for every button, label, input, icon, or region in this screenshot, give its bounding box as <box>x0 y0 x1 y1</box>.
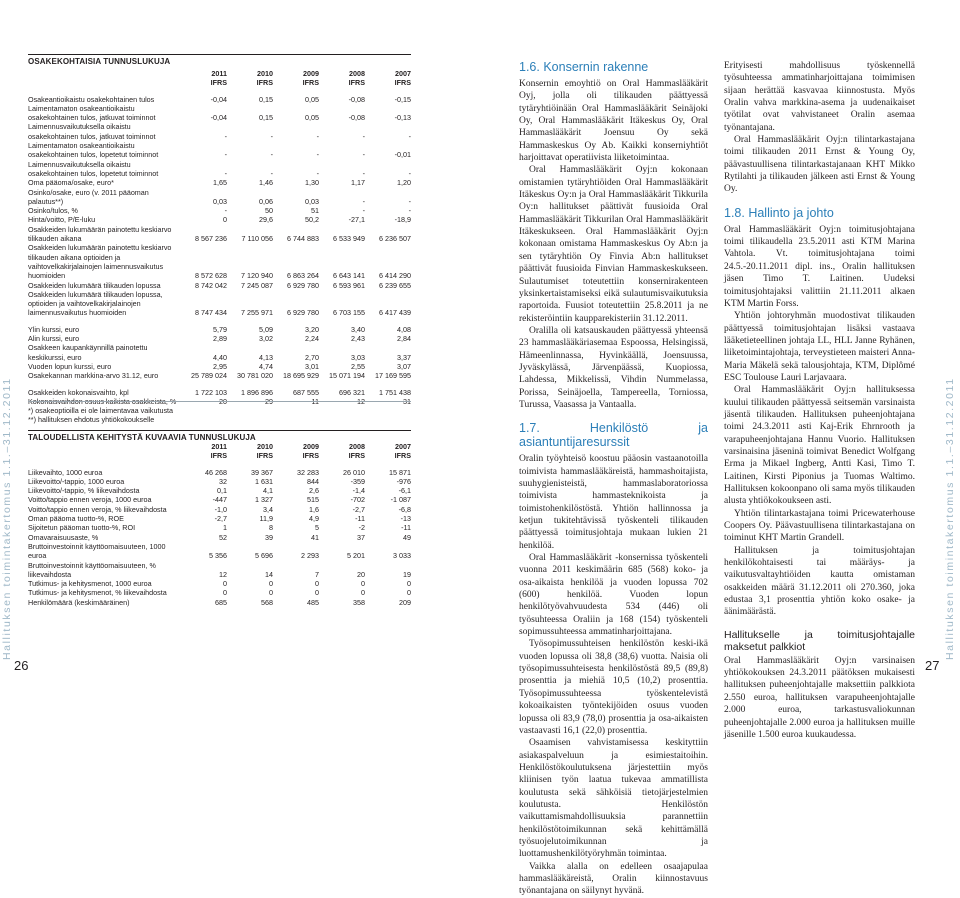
table-row <box>28 388 411 397</box>
subsection-heading: Hallitukselle ja toimitusjohtajalle maksetut palkkiot <box>724 628 915 653</box>
row-label: Oma pääoma/osake, euro* <box>28 178 114 188</box>
cell-value: 0,05 <box>305 113 319 123</box>
cell-value: 11,9 <box>259 514 273 524</box>
section-heading: 1.6. Konsernin rakenne <box>519 60 649 74</box>
cell-value: 0 <box>361 588 365 598</box>
row-label: Hinta/voitto, P/E-luku <box>28 215 96 225</box>
cell-value: -702 <box>350 495 365 505</box>
cell-value: - <box>270 131 273 141</box>
standard-header: IFRS <box>348 78 365 88</box>
cell-value: 52 <box>219 532 227 542</box>
cell-value: 14 <box>265 569 273 579</box>
table-row <box>28 362 411 371</box>
table1-title: OSAKEKOHTAISIA TUNNUSLUKUJA <box>28 57 171 66</box>
cell-value: 39 <box>265 532 273 542</box>
cell-value: - <box>316 168 319 178</box>
standard-header: IFRS <box>302 451 319 461</box>
cell-value: -0,04 <box>210 113 227 123</box>
cell-value: 15 871 <box>389 467 411 477</box>
row-label: Laimentamaton osakeantioikaistu osakekohtainen tulos, jatkuvat toiminnot <box>28 103 156 123</box>
cell-value: -1,0 <box>214 504 227 514</box>
table-row <box>28 588 411 597</box>
year-header: 2011 <box>211 69 227 78</box>
cell-value: 209 <box>399 597 411 607</box>
year-header: 2008 <box>349 442 365 451</box>
cell-value: 6 744 883 <box>287 234 319 244</box>
table-row <box>28 477 411 486</box>
cell-value: 1 722 103 <box>195 387 227 397</box>
cell-value: 2,95 <box>213 361 227 371</box>
cell-value: -0,04 <box>210 94 227 104</box>
row-label: Liikevaihto, 1000 euroa <box>28 467 103 477</box>
row-label: Osinko/osake, euro (v. 2011 pääoman palautus**) <box>28 187 149 206</box>
cell-value: 0,1 <box>217 486 227 496</box>
table-row <box>28 225 411 244</box>
cell-value: 3,20 <box>305 324 319 334</box>
cell-value: - <box>316 131 319 141</box>
standard-header: IFRS <box>256 78 273 88</box>
table-row <box>28 206 411 215</box>
cell-value: -976 <box>396 476 411 486</box>
cell-value: 0,06 <box>259 196 273 206</box>
cell-value: 1,20 <box>397 178 411 188</box>
table-row <box>28 495 411 504</box>
cell-value: 1 327 <box>255 495 273 505</box>
year-header: 2009 <box>303 442 319 451</box>
cell-value: 0 <box>223 579 227 589</box>
year-header: 2007 <box>395 69 411 78</box>
paragraph: Oralin työyhteisö koostuu pääosin vastaanotoilla toimivista hammaslääkäreistä, hammashoitajista, suuhygienisteistä, hammaslaboratoriossa toimivista hammasteknikoista ja toimistohenkilöstöstä. Yhtiön hallinnossa ja ketjun tukitehtävissä työskenteli tilikauden päättyessä toimitusjohtaja mukaan lukien 21 henkilöä. <box>519 454 708 551</box>
paragraph: Yhtiön johtoryhmän muodostivat tilikauden päättyessä toimitusjohtajan lisäksi vastaava lääketieteellinen johtaja LL, HLL Janne Ryhänen, liiketoimintajohtaja, terveystieteen maisteri Anna-Maria Mäkelä sekä talousjohtaja, KTM, Diplômé ESC Toulouse Lauri Larjavaara. <box>724 311 915 383</box>
cell-value: 0 <box>223 588 227 598</box>
row-label: Alin kurssi, euro <box>28 334 80 344</box>
paragraph: Oral Hammaslääkärit -konsernissa työskenteli vuonna 2011 keskimäärin 685 (568) koko- ja osa-aikaista henkilöä ja vuoden lopussa 702 (600) henkilöä. Vuoden lopun henkilötyövahvuudesta 534 (446) oli työsuhteessa Oraliin ja 168 (154) työskenteli sopimussuhteessa ammatinharjoittajana. <box>519 553 708 638</box>
paragraph: Työsopimussuhteisen henkilöstön keski-ikä vuoden lopussa oli 38,8 (38,6) vuotta. Naisia oli työsopimussuhteisesta henkilöstöstä 89,5 (89,8) prosenttia ja miehiä 10,5 (10,2) prosenttia. Työsopimussuhteessa työskentelevistä kokoaikaisten työntekijöiden osuus vuoden lopussa oli 83,9 (78,0) prosenttia ja osa-aikaisten vastaavasti 16,1 (22,0) prosenttia. <box>519 639 708 736</box>
row-label: Omavaraisuusaste, % <box>28 532 99 542</box>
cell-value: 4,08 <box>397 324 411 334</box>
table-row <box>28 178 411 187</box>
cell-value: 3,07 <box>397 361 411 371</box>
cell-value: 6 414 290 <box>379 271 411 281</box>
table-row <box>28 122 411 141</box>
cell-value: 8 567 236 <box>195 234 227 244</box>
row-label: Oman pääoma tuotto-%, ROE <box>28 514 124 524</box>
cell-value: 3,01 <box>305 361 319 371</box>
row-label: Osakeantioikaistu osakekohtainen tulos <box>28 94 155 104</box>
footnote: *) osakeoptioilla ei ole laimentavaa vaikutusta <box>28 406 174 416</box>
year-header: 2011 <box>211 442 227 451</box>
cell-value: 2,70 <box>305 352 319 362</box>
table-row <box>28 343 411 362</box>
table-row <box>28 561 411 580</box>
paragraph: Oral Hammaslääkärit Oyj:n toimitusjohtajana toimi tilikaudella 23.5.2011 asti KTM Marina Vahtola. Vt. toimitusjohtajana toimi 24.5.-20.11.2011 dipl. ins., Oralin hallituksen jäsen Timo T. Laitinen. Uudeksi toimitusjohtajaksi valittiin 21.11.2011 alkaen KTM Martin Forss. <box>724 224 915 309</box>
cell-value: -18,9 <box>394 215 411 225</box>
cell-value: 1,6 <box>309 504 319 514</box>
cell-value: 0,15 <box>259 113 273 123</box>
standard-header: IFRS <box>210 78 227 88</box>
cell-value: -13 <box>400 514 411 524</box>
cell-value: - <box>224 150 227 160</box>
cell-value: - <box>408 131 411 141</box>
row-label: Tutkimus- ja kehitysmenot, % liikevaihdosta <box>28 588 167 598</box>
cell-value: 0 <box>407 588 411 598</box>
cell-value: 1,46 <box>259 178 273 188</box>
cell-value: 3 033 <box>393 551 411 561</box>
cell-value: 515 <box>307 495 319 505</box>
footnote: **) hallituksen ehdotus yhtiökokoukselle <box>28 415 155 425</box>
year-header: 2009 <box>303 69 319 78</box>
year-header: 2007 <box>395 442 411 451</box>
cell-value: 51 <box>311 206 319 216</box>
cell-value: 49 <box>403 532 411 542</box>
cell-value: 568 <box>261 597 273 607</box>
cell-value: 0 <box>315 579 319 589</box>
paragraph: Erityisesti mahdollisuus työskennellä työsuhteessa ammatinharjoittajana toimimisen sijaan herättää kasvavaa kiinnostusta. Myös Oralin vahva markkina-asema ja uudenaikaiset työtilat ovat vahvistaneet Oralin asemaa työnantajana. <box>724 61 915 133</box>
row-label: Vuoden lopun kurssi, euro <box>28 361 112 371</box>
cell-value: -1,4 <box>352 486 365 496</box>
cell-value: 1,30 <box>305 178 319 188</box>
table-row <box>28 290 411 318</box>
cell-value: 50 <box>265 206 273 216</box>
cell-value: - <box>224 206 227 216</box>
paragraph: Oral Hammaslääkärit Oyj:n hallituksessa kuului tilikauden päättyessä seitsemän varsinaista jäsentä tilikauden. Hallituksen puheenjohtajana toimi 24.3.2011 asti Kaj-Erik Ehrnrooth ja varapuheenjohtajana Hannu Vuorio. Hallituksen varsinaisina jäseninä toimivat Benedict Wolfgang Erma ja Mikael Ingberg, Antti Kasi, Timo T. Laitinen, Kirsti Piponius ja Tuomas Waltimo. Hallituksen kokoonpano oli sama myös tilikauden alusta yhtiökokoukseen asti. <box>724 385 915 507</box>
cell-value: 6 863 264 <box>287 271 319 281</box>
row-label: Osinko/tulos, % <box>28 206 78 216</box>
cell-value: -1 087 <box>390 495 411 505</box>
cell-value: 6 929 780 <box>287 308 319 318</box>
table-row <box>28 598 411 607</box>
cell-value: - <box>362 168 365 178</box>
cell-value: 1,65 <box>213 178 227 188</box>
cell-value: - <box>408 196 411 206</box>
cell-value: 1,17 <box>351 178 365 188</box>
cell-value: -0,13 <box>394 113 411 123</box>
cell-value: 5 696 <box>255 551 273 561</box>
cell-value: - <box>224 168 227 178</box>
cell-value: 3,40 <box>351 324 365 334</box>
table2-title: TALOUDELLISTA KEHITYSTÄ KUVAAVIA TUNNUSLUKUJA <box>28 433 256 442</box>
table-row <box>28 325 411 334</box>
cell-value: 7 110 056 <box>241 234 273 244</box>
cell-value: 18 695 929 <box>283 371 319 381</box>
row-label: Henkilömäärä (keskimääräinen) <box>28 597 130 607</box>
cell-value: 844 <box>307 476 319 486</box>
table-row <box>28 505 411 514</box>
cell-value: 19 <box>403 569 411 579</box>
paragraph: Vaikka alalla on edelleen osaajapulaa hammaslääkäreistä, Oralin kiinnostavuus työnantajana on säilynyt hyvänä. <box>519 861 708 897</box>
cell-value: 2,89 <box>213 334 227 344</box>
text-column-1 <box>519 60 708 897</box>
cell-value: -2,7 <box>214 514 227 524</box>
cell-value: 0,05 <box>305 94 319 104</box>
table-row <box>28 104 411 123</box>
table2-top-rule <box>28 430 411 431</box>
standard-header: IFRS <box>394 78 411 88</box>
cell-value: 358 <box>353 597 365 607</box>
footnote-row <box>28 406 411 415</box>
cell-value: 4,9 <box>309 514 319 524</box>
table-row <box>28 468 411 477</box>
standard-header: IFRS <box>210 451 227 461</box>
cell-value: 6 703 155 <box>333 308 365 318</box>
year-header: 2008 <box>349 69 365 78</box>
cell-value: 2,55 <box>351 361 365 371</box>
row-label: Tutkimus- ja kehitysmenot, 1000 euroa <box>28 579 152 589</box>
cell-value: 6 593 961 <box>333 280 365 290</box>
cell-value: 2,6 <box>309 486 319 496</box>
cell-value: 7 <box>315 569 319 579</box>
cell-value: 3,03 <box>351 352 365 362</box>
table-row <box>28 160 411 179</box>
cell-value: 37 <box>357 532 365 542</box>
cell-value: 50,2 <box>305 215 319 225</box>
table-row <box>28 514 411 523</box>
standard-header: IFRS <box>394 451 411 461</box>
cell-value: 32 283 <box>297 467 319 477</box>
cell-value: - <box>408 168 411 178</box>
table-row <box>28 533 411 542</box>
paragraph: Oral Hammaslääkärit Oyj:n tilintarkastajana toimi tilikauden 2011 Ernst & Young Oy, päävastuullisena tilintarkastajanaan KHT Mikko Rytilahti ja tilikauden jälkeen asti Ernst & Young Oy. <box>724 135 915 195</box>
cell-value: - <box>270 150 273 160</box>
cell-value: -27,1 <box>348 215 365 225</box>
year-header: 2010 <box>257 69 273 78</box>
row-label: Osakkeiden lukumäärä tilikauden lopussa <box>28 280 161 290</box>
table-row <box>28 188 411 207</box>
cell-value: - <box>362 206 365 216</box>
row-label: Voitto/tappio ennen veroja, 1000 euroa <box>28 495 152 505</box>
row-label: Osakkeiden lukumäärän painotettu keskiarvo tilikauden aikana optioiden ja vaihtovelkakirjalainojen laimennusvaikutus huomioiden <box>28 243 172 281</box>
cell-value: 6 417 439 <box>379 308 411 318</box>
table-row <box>28 371 411 380</box>
cell-value: 6 239 655 <box>379 280 411 290</box>
cell-value: 30 781 020 <box>237 371 273 381</box>
table-row <box>28 579 411 588</box>
cell-value: 5 356 <box>209 551 227 561</box>
cell-value: 687 555 <box>293 387 319 397</box>
cell-value: 6 533 949 <box>333 234 365 244</box>
row-label: Laimennusvaikutuksella oikaistu osakekohtainen tulos, jatkuvat toiminnot <box>28 122 156 141</box>
table1-bottom-rule <box>28 401 411 402</box>
cell-value: 2 293 <box>301 551 319 561</box>
cell-value: 7 120 940 <box>241 271 273 281</box>
table-row <box>28 334 411 343</box>
cell-value: 5,09 <box>259 324 273 334</box>
row-label: Osakkeiden lukumäärä tilikauden lopussa, optioiden ja vaihtovelkakirjalainojen laimennusvaikutus huomioiden <box>28 289 163 318</box>
cell-value: 1 751 438 <box>379 387 411 397</box>
table-row <box>28 95 411 104</box>
page-number-right: 27 <box>925 658 940 673</box>
per-share-table <box>28 69 411 425</box>
cell-value: 5 <box>315 523 319 533</box>
cell-value: 485 <box>307 597 319 607</box>
cell-value: 1 896 896 <box>241 387 273 397</box>
paragraph: Osaamisen vahvistamisessa keskityttiin asiakaspalveluun ja esimiestaitoihin. Henkilöstökoulutuksena järjestettiin myös kliinisen työn laatua tukevaa ammatillista koulutusta sekä sähköisiä tietojärjestelmien koulutusta. Henkilöstön vaikuttamismahdollisuuksia parannettiin henkilöstötoimikunnan sekä kehittämällä työsuojelutoimikunnan ja luottamushenkilötyöryhmän toimintaa. <box>519 738 708 860</box>
table-row <box>28 542 411 561</box>
cell-value: 39 367 <box>251 467 273 477</box>
cell-value: 6 929 780 <box>287 280 319 290</box>
cell-value: -11 <box>401 523 411 533</box>
paragraph: Yhtiön tilintarkastajana toimi Pricewaterhouse Coopers Oy. Päävastuullisena tilintarkastajana on toiminut KHT Martin Grandell. <box>724 508 915 544</box>
cell-value: 1 631 <box>255 476 273 486</box>
cell-value: 15 071 194 <box>329 371 365 381</box>
cell-value: -447 <box>212 495 227 505</box>
side-label-right: Hallituksen toimintakertomus 1.1.–31.12.2011 <box>944 377 956 660</box>
cell-value: 3,02 <box>259 334 273 344</box>
cell-value: 4,13 <box>259 352 273 362</box>
row-label: Laimentamaton osakeantioikaistu osakekohtainen tulos, lopetetut toiminnot <box>28 141 159 160</box>
year-header: 2010 <box>257 442 273 451</box>
table-row <box>28 486 411 495</box>
cell-value: 2,43 <box>351 334 365 344</box>
cell-value: 0 <box>361 579 365 589</box>
cell-value: 8 747 434 <box>195 308 227 318</box>
cell-value: -0,08 <box>348 113 365 123</box>
cell-value: 685 <box>215 597 227 607</box>
cell-value: 0 <box>269 579 273 589</box>
cell-value: 0 <box>223 215 227 225</box>
cell-value: 12 <box>219 569 227 579</box>
cell-value: -11 <box>355 514 365 524</box>
paragraph: Oral Hammaslääkärit Oyj:n varsinaisen yhtiökokouksen 24.3.2011 päätöksen mukaisesti hallituksen puheenjohtajalle maksettiin palkkiota 2.550 euroa, hallituksen varapuheenjohtajalle 2.000 euroa, tarkastusvaliokunnan puheenjohtajalle 2.000 euroa ja hallituksen muille jäsenille 1.500 euroa kuukaudessa. <box>724 655 915 740</box>
paragraph: Oralilla oli katsauskauden päättyessä yhteensä 23 hammaslääkäriasemaa Espoossa, Helsingissä, Hämeenlinnassa, Hyvinkäällä, Joensuussa, Jyväskylässä, Järvenpäässä, Kuopiossa, Lahdessa, Mikkelissä, Vihdin Nummelassa, Porissa, Seinäjoella, Tampereella, Torniossa, Turussa, Vaasassa ja Vantaalla. <box>519 325 708 410</box>
cell-value: 26 010 <box>343 467 365 477</box>
cell-value: 696 321 <box>339 387 365 397</box>
text-column-2 <box>724 60 915 740</box>
cell-value: 8 572 628 <box>195 271 227 281</box>
cell-value: 41 <box>311 532 319 542</box>
table-row <box>28 281 411 290</box>
cell-value: 5 201 <box>347 551 365 561</box>
paragraph: Konsernin emoyhtiö on Oral Hammaslääkärit Oyj, jolla oli tilikauden päättyessä tytäryhtiöinään Oral Hammaslääkärit Seinäjoki Oy, Oral Hammaslääkärit Itäkeskus Oy, Oral Hammaslääkärit Joensuu Oy sekä Hammaskeskus Oy Ab. Kaikki konserniyhtiöt harjoittavat operatiivista liiketoimintaa. <box>519 79 708 164</box>
page-number-left: 26 <box>14 658 29 673</box>
cell-value: - <box>316 150 319 160</box>
standard-header: IFRS <box>348 451 365 461</box>
cell-value: 8 742 042 <box>195 280 227 290</box>
cell-value: 7 255 971 <box>241 308 273 318</box>
side-label-left: Hallituksen toimintakertomus 1.1.–31.12.2011 <box>1 377 13 660</box>
cell-value: 17 169 595 <box>375 371 411 381</box>
cell-value: -2 <box>358 523 365 533</box>
cell-value: -6,1 <box>398 486 411 496</box>
cell-value: -0,08 <box>348 94 365 104</box>
cell-value: - <box>362 196 365 206</box>
cell-value: - <box>224 131 227 141</box>
cell-value: 0 <box>269 588 273 598</box>
section-heading: 1.7. Henkilöstö ja asiantuntijaresurssit <box>519 421 708 450</box>
cell-value: 25 789 024 <box>191 371 227 381</box>
table-row <box>28 215 411 224</box>
table-row <box>28 243 411 280</box>
cell-value: - <box>362 131 365 141</box>
cell-value: -0,15 <box>394 94 411 104</box>
cell-value: 7 245 087 <box>241 280 273 290</box>
row-label: Bruttoinvestoinnit käyttöomaisuuteen, 1000 euroa <box>28 541 166 561</box>
financial-development-table <box>28 442 411 607</box>
cell-value: 46 268 <box>205 467 227 477</box>
cell-value: 2,24 <box>305 334 319 344</box>
cell-value: -359 <box>350 476 365 486</box>
cell-value: 5,79 <box>213 324 227 334</box>
cell-value: 3,4 <box>263 504 273 514</box>
cell-value: - <box>270 168 273 178</box>
cell-value: 1 <box>223 523 227 533</box>
cell-value: 0 <box>407 579 411 589</box>
cell-value: 0,15 <box>259 94 273 104</box>
row-label: Liikevoitto/-tappio, 1000 euroa <box>28 476 125 486</box>
cell-value: 32 <box>219 476 227 486</box>
table1-top-rule <box>28 54 411 55</box>
section-heading: 1.8. Hallinto ja johto <box>724 205 834 220</box>
table-row <box>28 523 411 532</box>
cell-value: 0,03 <box>305 196 319 206</box>
row-label: Osakkeiden lukumäärän painotettu keskiarvo tilikauden aikana <box>28 224 172 244</box>
cell-value: -6,8 <box>398 504 411 514</box>
cell-value: 8 <box>269 523 273 533</box>
cell-value: 20 <box>357 569 365 579</box>
row-label: Osakkeiden kokonaisvaihto, kpl <box>28 387 129 397</box>
cell-value: 4,74 <box>259 361 273 371</box>
cell-value: 3,37 <box>397 352 411 362</box>
cell-value: -0,01 <box>394 150 411 160</box>
table-row <box>28 141 411 160</box>
cell-value: - <box>362 150 365 160</box>
cell-value: 0 <box>315 588 319 598</box>
cell-value: 0,03 <box>213 196 227 206</box>
row-label: Osakekannan markkina-arvo 31.12, euro <box>28 371 159 381</box>
cell-value: 2,84 <box>397 334 411 344</box>
footnote-row <box>28 415 411 424</box>
cell-value: -2,7 <box>352 504 365 514</box>
cell-value: 4,1 <box>263 486 273 496</box>
row-label: Bruttoinvestoinnit käyttöomaisuuteen, % liikevaihdosta <box>28 560 156 579</box>
cell-value: - <box>408 206 411 216</box>
paragraph: Oral Hammaslääkärit Oyj:n kokonaan omistamien tytäryhtiöiden Oral Hammaslääkärit Itäkeskus Oy:n ja Oral Hammaslääkärit Tikkurila Oy:n hallitukset päättivät fuusioida Oral Hammaslääkärit Tikkurilan Oral Hammaslääkärit Itäkeskukseen. Oral Hammaslääkärit Oyj:n kokonaan omistama Hammaskeskus Oy Ab:n ja sen tytäryhtiön Oy Finvia Ab:n hallitukset päättivät fuusioida Finvian Hammaskeskukseen. Sulautumiset toteutettiin konsernirakenteen yksinkertaistamiseksi eikä sulautumisvaikutuksia raportoida. Fuusiot toteutettiin 25.8.2011 ja ne rekisteröintiin kaupparekisteriin 31.12.2011. <box>519 165 708 324</box>
standard-header: IFRS <box>302 78 319 88</box>
cell-value: 6 643 141 <box>333 271 365 281</box>
row-label: Voitto/tappio ennen veroja, % liikevaihdosta <box>28 504 167 514</box>
row-label: Sijoitetun pääoman tuotto-%, ROI <box>28 523 136 533</box>
paragraph: Hallituksen ja toimitusjohtajan henkilökohtaisesti tai määräys- ja vaikutusvaltayhtiöiden kautta omistaman osakkeiden määrä 31.12.2011 oli 270.360, joka edustaa 3,1 prosenttia yhtiön koko osake- ja äänimäärästä. <box>724 545 915 618</box>
row-label: Laimennusvaikutuksella oikaistu osakekohtainen tulos, lopetetut toiminnot <box>28 159 159 178</box>
standard-header: IFRS <box>256 451 273 461</box>
row-label: Ylin kurssi, euro <box>28 324 80 334</box>
cell-value: 4,40 <box>213 352 227 362</box>
cell-value: 6 236 507 <box>379 234 411 244</box>
row-label: Liikevoitto/-tappio, % liikevaihdosta <box>28 486 140 496</box>
cell-value: 29,6 <box>259 215 273 225</box>
row-label: Osakkeen kaupankäynnillä painotettu keskikurssi, euro <box>28 343 148 362</box>
